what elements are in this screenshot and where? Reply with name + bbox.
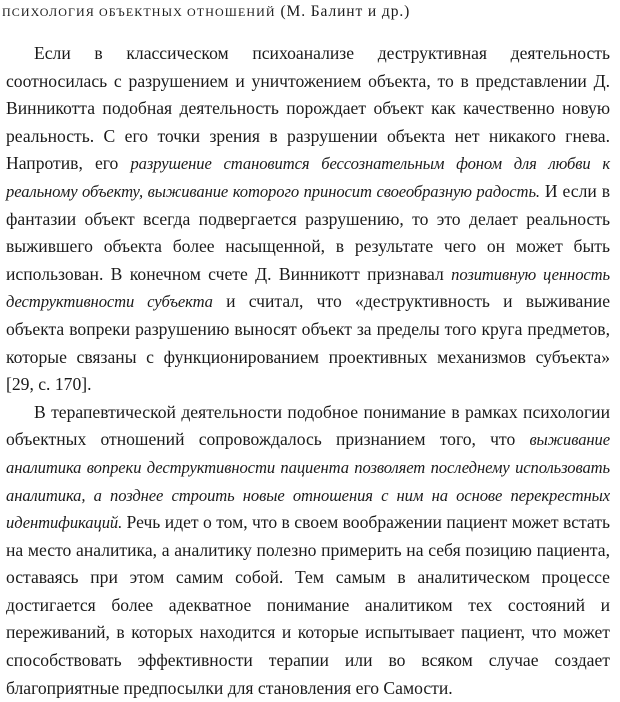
paragraph-2-text: Речь идет о том, что в своем воображении пациент может встать на место аналитика, а аналитику полезно примерить на себя позицию пациента, оставаясь при этом самим собой. Тем самым в аналитическом процессе достигается более адекватное понимание аналитиком тех состояний и переживаний, в которых находится и которые испытывает пациент, что может способствовать эффективности терапии или во всяком случае создает благоприятные предпосылки для становления его Самости. <box>6 512 610 698</box>
paragraph-1-text: и считал, что «деструктивность и выживание объекта вопреки разрушению выносят объект за пределы того круга предметов, которые связаны с функционированием проективных механизмов субъекта» [29, с. 170]. <box>6 291 611 395</box>
paragraph-1-text: И если в фантазии объект всегда подвергается разрушению, то это делает реальность выжившего объекта более насыщенной, в результате чего он может быть использован. В конечном счете Д. Винникотт признавал <box>6 180 611 284</box>
paragraph-1-text: Если в классическом психоанализе деструктивная деятельность соотносилась с разрушением и уничтожением объекта, то в представлении Д. Винникотта подобная деятельность порождает объект как качественно новую реальность. С его точки зрения в разрушении объекта нет никакого гнева. Напротив, его <box>6 43 610 174</box>
paragraph-2-emphasis: выживание аналитика вопреки деструктивности пациента позволяет последнему использовать аналитика, а позднее строить новые отношения с ним на основе перекрестных идентификаций. <box>6 430 610 533</box>
paragraph-1 <box>6 40 610 399</box>
paragraph-1-emphasis: разрушение становится бессознательным фоном для любви к реальному объекту, выживание которого приносит своеобразную радость. <box>6 154 610 201</box>
paragraph-1-emphasis: позитивную ценность деструктивности субъекта <box>6 264 610 312</box>
paragraph-2-text: В терапевтической деятельности подобное понимание в рамках психологии объектных отношений сопровождалось признанием того, что <box>6 401 610 450</box>
running-head-title: психология объектных отношений <box>2 1 276 20</box>
body-text <box>6 40 610 702</box>
paragraph-2 <box>6 399 610 702</box>
running-head <box>2 1 612 22</box>
running-head-authors: (М. Балинт и др.) <box>280 3 411 20</box>
